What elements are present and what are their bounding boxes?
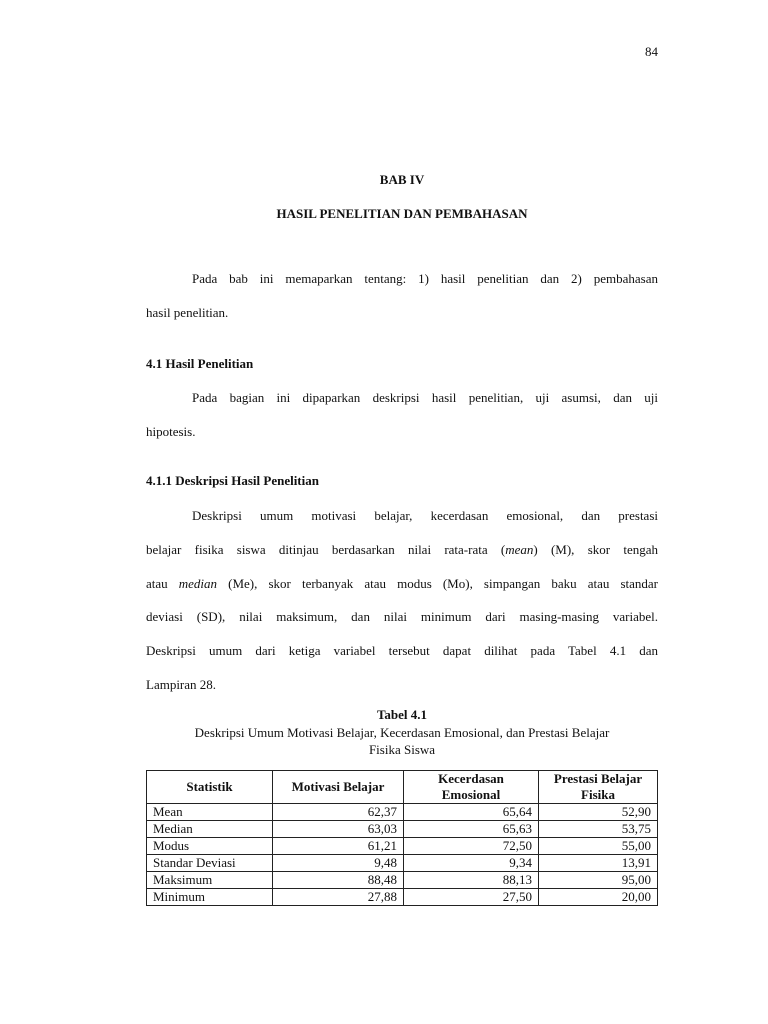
header-line: Emosional bbox=[441, 787, 501, 802]
cell-motivasi: 27,88 bbox=[273, 889, 404, 906]
cell-motivasi: 63,03 bbox=[273, 821, 404, 838]
cell-prestasi: 55,00 bbox=[539, 838, 658, 855]
table-row bbox=[147, 804, 658, 821]
section-4-1-paragraph bbox=[146, 381, 658, 449]
text-run: belajar fisika siswa ditinjau berdasarkan nilai rata-rata ( bbox=[146, 541, 506, 557]
paragraph-line: Pada bagian ini dipaparkan deskripsi hasil penelitian, uji asumsi, dan uji bbox=[192, 390, 658, 405]
paragraph-line: hasil penelitian. bbox=[146, 304, 229, 320]
intro-paragraph bbox=[146, 262, 658, 330]
text-run: ) (M), skor tengah bbox=[533, 541, 658, 557]
cell-kecerdasan: 65,64 bbox=[404, 804, 539, 821]
section-heading-4-1: 4.1 Hasil Penelitian bbox=[146, 356, 254, 371]
chapter-label: BAB IV bbox=[379, 172, 425, 187]
cell-prestasi: 95,00 bbox=[539, 872, 658, 889]
cell-kecerdasan: 27,50 bbox=[404, 889, 539, 906]
cell-prestasi: 53,75 bbox=[539, 821, 658, 838]
caption-line: Fisika Siswa bbox=[368, 742, 436, 757]
paragraph-line bbox=[146, 533, 658, 567]
cell-kecerdasan: 65,63 bbox=[404, 821, 539, 838]
header-line: Prestasi Belajar bbox=[553, 771, 643, 786]
italic-term: median bbox=[178, 575, 218, 591]
cell-motivasi: 9,48 bbox=[273, 855, 404, 872]
paragraph-line: Lampiran 28. bbox=[146, 676, 217, 692]
cell-statistik: Mean bbox=[147, 804, 273, 821]
cell-motivasi: 88,48 bbox=[273, 872, 404, 889]
header-line: Fisika bbox=[581, 787, 615, 802]
table-caption bbox=[146, 724, 658, 758]
statistics-table bbox=[146, 770, 658, 906]
cell-statistik: Median bbox=[147, 821, 273, 838]
section-4-1-1-paragraph bbox=[146, 499, 658, 702]
paragraph-line: Deskripsi umum dari ketiga variabel tersebut dapat dilihat pada Tabel 4.1 dan bbox=[146, 643, 658, 659]
cell-prestasi: 52,90 bbox=[539, 804, 658, 821]
table-label: Tabel 4.1 bbox=[376, 707, 428, 722]
cell-prestasi: 13,91 bbox=[539, 855, 658, 872]
header-kecerdasan bbox=[404, 771, 539, 804]
table-row bbox=[147, 821, 658, 838]
paragraph-line: deviasi (SD), nilai maksimum, dan nilai minimum dari masing-masing variabel. bbox=[146, 609, 658, 625]
cell-prestasi: 20,00 bbox=[539, 889, 658, 906]
table-row bbox=[147, 855, 658, 872]
cell-kecerdasan: 88,13 bbox=[404, 872, 539, 889]
caption-line: Deskripsi Umum Motivasi Belajar, Kecerdasan Emosional, dan Prestasi Belajar bbox=[194, 725, 610, 740]
text-run: atau bbox=[146, 575, 179, 591]
cell-statistik: Maksimum bbox=[147, 872, 273, 889]
table-header-row bbox=[147, 771, 658, 804]
header-prestasi bbox=[539, 771, 658, 804]
paragraph-line: Deskripsi umum motivasi belajar, kecerdasan emosional, dan prestasi bbox=[192, 508, 658, 523]
page-number: 84 bbox=[645, 44, 658, 59]
header-line: Kecerdasan bbox=[438, 771, 504, 786]
cell-motivasi: 62,37 bbox=[273, 804, 404, 821]
paragraph-line: hipotesis. bbox=[146, 423, 196, 439]
table-row bbox=[147, 889, 658, 906]
cell-statistik: Modus bbox=[147, 838, 273, 855]
table-row bbox=[147, 838, 658, 855]
table-row bbox=[147, 872, 658, 889]
cell-statistik: Standar Deviasi bbox=[147, 855, 273, 872]
cell-statistik: Minimum bbox=[147, 889, 273, 906]
text-run: (Me), skor terbanyak atau modus (Mo), simpangan baku atau standar bbox=[217, 575, 659, 591]
cell-kecerdasan: 72,50 bbox=[404, 838, 539, 855]
chapter-title: HASIL PENELITIAN DAN PEMBAHASAN bbox=[276, 206, 528, 221]
paragraph-line bbox=[146, 567, 658, 601]
cell-motivasi: 61,21 bbox=[273, 838, 404, 855]
italic-term: mean bbox=[505, 541, 534, 557]
section-heading-4-1-1: 4.1.1 Deskripsi Hasil Penelitian bbox=[146, 473, 319, 488]
paragraph-line: Pada bab ini memaparkan tentang: 1) hasil penelitian dan 2) pembahasan bbox=[192, 271, 658, 286]
header-statistik: Statistik bbox=[147, 771, 273, 804]
header-motivasi: Motivasi Belajar bbox=[273, 771, 404, 804]
cell-kecerdasan: 9,34 bbox=[404, 855, 539, 872]
